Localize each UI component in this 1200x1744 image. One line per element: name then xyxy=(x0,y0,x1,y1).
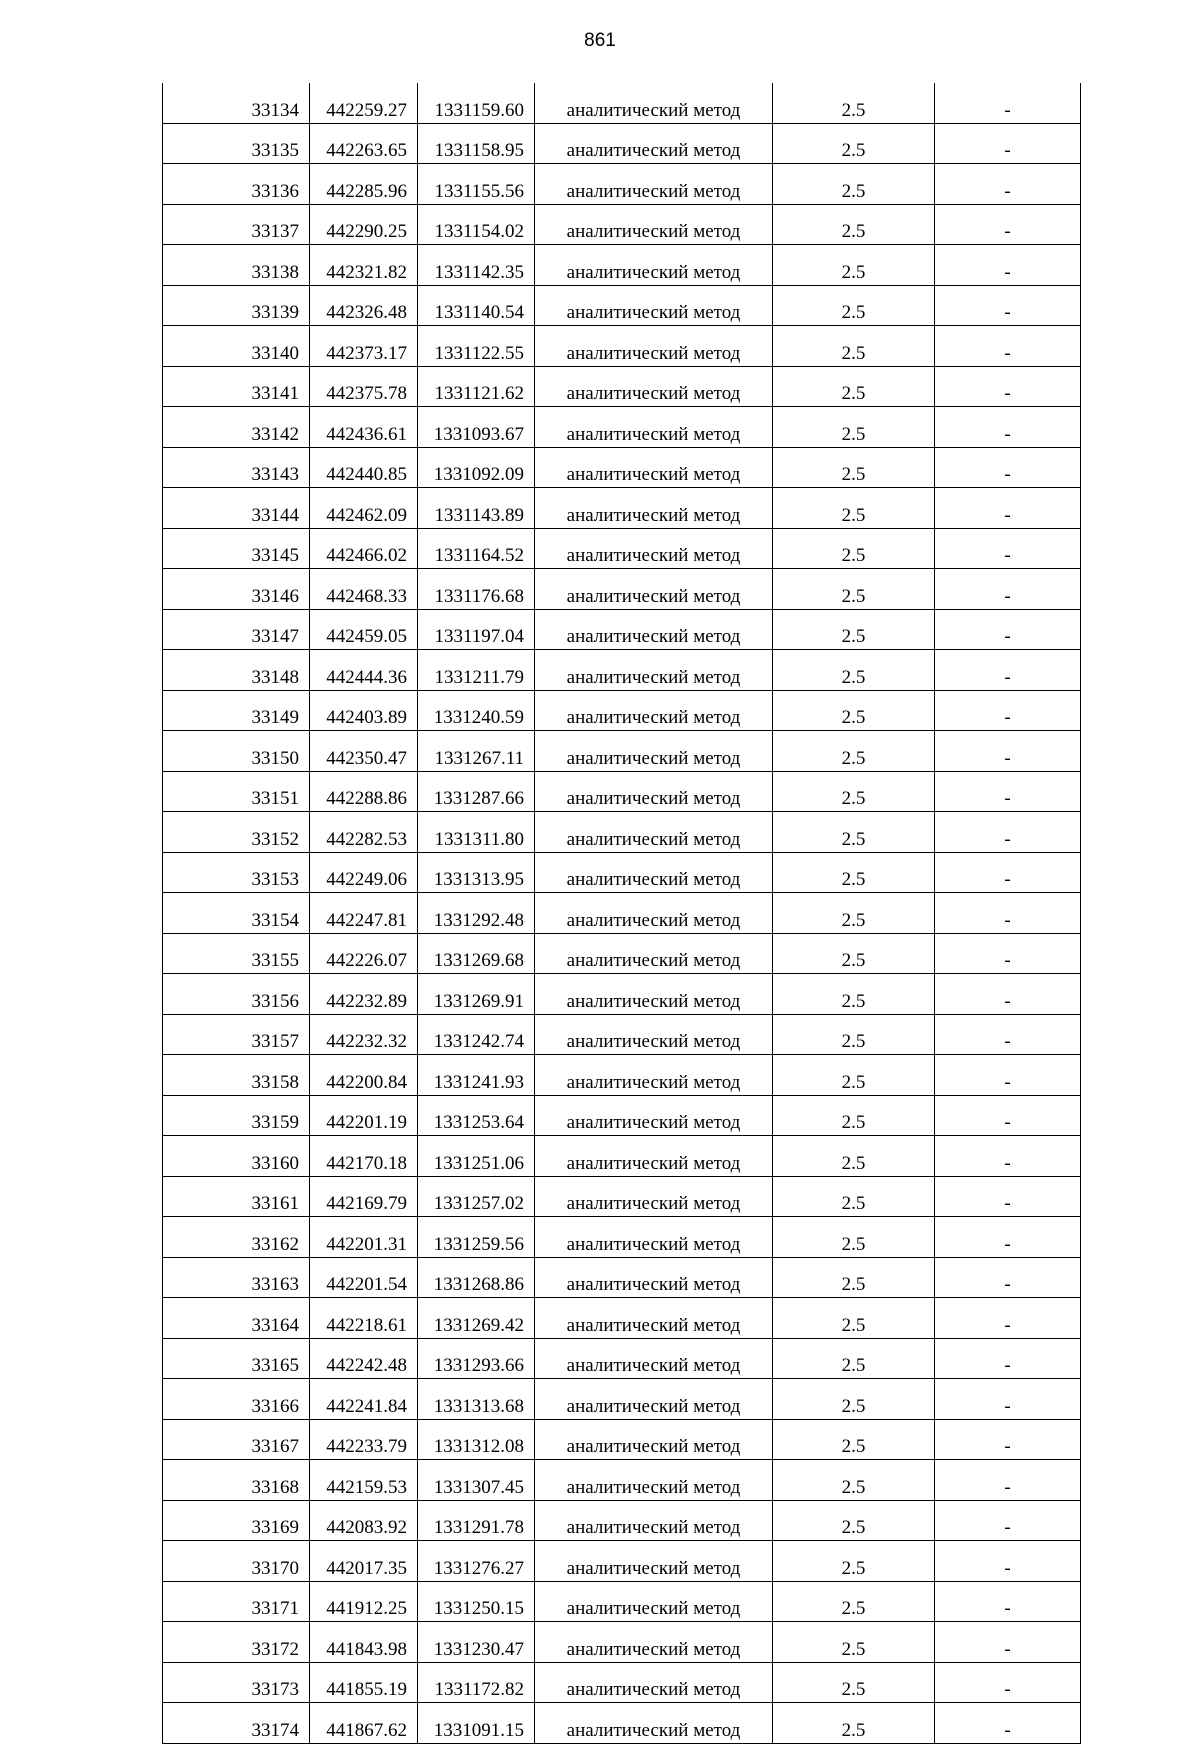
x-coordinate-cell: 442249.06 xyxy=(310,852,418,893)
x-coordinate-cell: 442462.09 xyxy=(310,488,418,529)
accuracy-cell: 2.5 xyxy=(773,650,935,691)
note-cell: - xyxy=(935,852,1081,893)
method-cell: аналитический метод xyxy=(535,1095,773,1136)
accuracy-cell: 2.5 xyxy=(773,609,935,650)
note-cell: - xyxy=(935,164,1081,205)
table-row xyxy=(163,1581,1081,1622)
table-row xyxy=(163,731,1081,772)
point-number-cell: 33150 xyxy=(163,731,310,772)
x-coordinate-cell: 442444.36 xyxy=(310,650,418,691)
table-row xyxy=(163,1379,1081,1420)
x-coordinate-cell: 442375.78 xyxy=(310,366,418,407)
y-coordinate-cell: 1331091.15 xyxy=(418,1703,535,1744)
table-row xyxy=(163,1703,1081,1744)
y-coordinate-cell: 1331230.47 xyxy=(418,1622,535,1663)
x-coordinate-cell: 442201.54 xyxy=(310,1257,418,1298)
accuracy-cell: 2.5 xyxy=(773,974,935,1015)
note-cell: - xyxy=(935,690,1081,731)
y-coordinate-cell: 1331267.11 xyxy=(418,731,535,772)
x-coordinate-cell: 442159.53 xyxy=(310,1460,418,1501)
point-number-cell: 33174 xyxy=(163,1703,310,1744)
y-coordinate-cell: 1331092.09 xyxy=(418,447,535,488)
method-cell: аналитический метод xyxy=(535,245,773,286)
accuracy-cell: 2.5 xyxy=(773,1379,935,1420)
y-coordinate-cell: 1331313.95 xyxy=(418,852,535,893)
y-coordinate-cell: 1331287.66 xyxy=(418,771,535,812)
note-cell: - xyxy=(935,1581,1081,1622)
accuracy-cell: 2.5 xyxy=(773,1136,935,1177)
note-cell: - xyxy=(935,528,1081,569)
x-coordinate-cell: 442017.35 xyxy=(310,1541,418,1582)
accuracy-cell: 2.5 xyxy=(773,123,935,164)
accuracy-cell: 2.5 xyxy=(773,1419,935,1460)
accuracy-cell: 2.5 xyxy=(773,366,935,407)
y-coordinate-cell: 1331211.79 xyxy=(418,650,535,691)
note-cell: - xyxy=(935,366,1081,407)
y-coordinate-cell: 1331293.66 xyxy=(418,1338,535,1379)
y-coordinate-cell: 1331158.95 xyxy=(418,123,535,164)
x-coordinate-cell: 442288.86 xyxy=(310,771,418,812)
x-coordinate-cell: 442170.18 xyxy=(310,1136,418,1177)
point-number-cell: 33168 xyxy=(163,1460,310,1501)
table-row xyxy=(163,933,1081,974)
table-row xyxy=(163,893,1081,934)
table-row xyxy=(163,1541,1081,1582)
y-coordinate-cell: 1331121.62 xyxy=(418,366,535,407)
y-coordinate-cell: 1331276.27 xyxy=(418,1541,535,1582)
method-cell: аналитический метод xyxy=(535,1014,773,1055)
note-cell: - xyxy=(935,569,1081,610)
y-coordinate-cell: 1331259.56 xyxy=(418,1217,535,1258)
method-cell: аналитический метод xyxy=(535,1541,773,1582)
y-coordinate-cell: 1331240.59 xyxy=(418,690,535,731)
note-cell: - xyxy=(935,1014,1081,1055)
accuracy-cell: 2.5 xyxy=(773,83,935,123)
method-cell: аналитический метод xyxy=(535,650,773,691)
point-number-cell: 33140 xyxy=(163,326,310,367)
note-cell: - xyxy=(935,326,1081,367)
y-coordinate-cell: 1331311.80 xyxy=(418,812,535,853)
method-cell: аналитический метод xyxy=(535,609,773,650)
accuracy-cell: 2.5 xyxy=(773,1176,935,1217)
table-row xyxy=(163,974,1081,1015)
y-coordinate-cell: 1331164.52 xyxy=(418,528,535,569)
accuracy-cell: 2.5 xyxy=(773,893,935,934)
point-number-cell: 33159 xyxy=(163,1095,310,1136)
y-coordinate-cell: 1331250.15 xyxy=(418,1581,535,1622)
accuracy-cell: 2.5 xyxy=(773,1298,935,1339)
point-number-cell: 33144 xyxy=(163,488,310,529)
point-number-cell: 33164 xyxy=(163,1298,310,1339)
point-number-cell: 33139 xyxy=(163,285,310,326)
x-coordinate-cell: 442282.53 xyxy=(310,812,418,853)
x-coordinate-cell: 442169.79 xyxy=(310,1176,418,1217)
x-coordinate-cell: 442403.89 xyxy=(310,690,418,731)
note-cell: - xyxy=(935,609,1081,650)
table-row xyxy=(163,1176,1081,1217)
y-coordinate-cell: 1331312.08 xyxy=(418,1419,535,1460)
table-row xyxy=(163,1298,1081,1339)
accuracy-cell: 2.5 xyxy=(773,731,935,772)
note-cell: - xyxy=(935,731,1081,772)
accuracy-cell: 2.5 xyxy=(773,1338,935,1379)
accuracy-cell: 2.5 xyxy=(773,1095,935,1136)
table-row xyxy=(163,1014,1081,1055)
method-cell: аналитический метод xyxy=(535,1338,773,1379)
x-coordinate-cell: 442083.92 xyxy=(310,1500,418,1541)
table-row xyxy=(163,326,1081,367)
y-coordinate-cell: 1331251.06 xyxy=(418,1136,535,1177)
table-row xyxy=(163,407,1081,448)
point-number-cell: 33160 xyxy=(163,1136,310,1177)
method-cell: аналитический метод xyxy=(535,1581,773,1622)
note-cell: - xyxy=(935,1541,1081,1582)
note-cell: - xyxy=(935,650,1081,691)
point-number-cell: 33171 xyxy=(163,1581,310,1622)
point-number-cell: 33170 xyxy=(163,1541,310,1582)
point-number-cell: 33157 xyxy=(163,1014,310,1055)
method-cell: аналитический метод xyxy=(535,407,773,448)
note-cell: - xyxy=(935,488,1081,529)
x-coordinate-cell: 442466.02 xyxy=(310,528,418,569)
x-coordinate-cell: 442263.65 xyxy=(310,123,418,164)
x-coordinate-cell: 442232.89 xyxy=(310,974,418,1015)
x-coordinate-cell: 442326.48 xyxy=(310,285,418,326)
x-coordinate-cell: 442285.96 xyxy=(310,164,418,205)
note-cell: - xyxy=(935,1257,1081,1298)
method-cell: аналитический метод xyxy=(535,1419,773,1460)
y-coordinate-cell: 1331242.74 xyxy=(418,1014,535,1055)
x-coordinate-cell: 442247.81 xyxy=(310,893,418,934)
note-cell: - xyxy=(935,407,1081,448)
x-coordinate-cell: 442459.05 xyxy=(310,609,418,650)
table-row xyxy=(163,204,1081,245)
method-cell: аналитический метод xyxy=(535,488,773,529)
method-cell: аналитический метод xyxy=(535,569,773,610)
table-row xyxy=(163,488,1081,529)
note-cell: - xyxy=(935,1379,1081,1420)
y-coordinate-cell: 1331093.67 xyxy=(418,407,535,448)
note-cell: - xyxy=(935,1703,1081,1744)
point-number-cell: 33153 xyxy=(163,852,310,893)
note-cell: - xyxy=(935,1136,1081,1177)
accuracy-cell: 2.5 xyxy=(773,933,935,974)
point-number-cell: 33156 xyxy=(163,974,310,1015)
method-cell: аналитический метод xyxy=(535,447,773,488)
note-cell: - xyxy=(935,1460,1081,1501)
page-number: 861 xyxy=(584,30,616,51)
table-row xyxy=(163,245,1081,286)
accuracy-cell: 2.5 xyxy=(773,1703,935,1744)
table-row xyxy=(163,1622,1081,1663)
point-number-cell: 33146 xyxy=(163,569,310,610)
table-row xyxy=(163,771,1081,812)
point-number-cell: 33172 xyxy=(163,1622,310,1663)
method-cell: аналитический метод xyxy=(535,933,773,974)
y-coordinate-cell: 1331269.91 xyxy=(418,974,535,1015)
method-cell: аналитический метод xyxy=(535,1460,773,1501)
accuracy-cell: 2.5 xyxy=(773,1500,935,1541)
x-coordinate-cell: 442242.48 xyxy=(310,1338,418,1379)
table-row xyxy=(163,83,1081,123)
method-cell: аналитический метод xyxy=(535,1662,773,1703)
note-cell: - xyxy=(935,893,1081,934)
method-cell: аналитический метод xyxy=(535,528,773,569)
y-coordinate-cell: 1331140.54 xyxy=(418,285,535,326)
x-coordinate-cell: 442201.19 xyxy=(310,1095,418,1136)
y-coordinate-cell: 1331159.60 xyxy=(418,83,535,123)
y-coordinate-cell: 1331197.04 xyxy=(418,609,535,650)
point-number-cell: 33173 xyxy=(163,1662,310,1703)
method-cell: аналитический метод xyxy=(535,731,773,772)
table-row xyxy=(163,1419,1081,1460)
note-cell: - xyxy=(935,1217,1081,1258)
x-coordinate-cell: 442373.17 xyxy=(310,326,418,367)
accuracy-cell: 2.5 xyxy=(773,326,935,367)
accuracy-cell: 2.5 xyxy=(773,771,935,812)
accuracy-cell: 2.5 xyxy=(773,1662,935,1703)
note-cell: - xyxy=(935,245,1081,286)
accuracy-cell: 2.5 xyxy=(773,1581,935,1622)
method-cell: аналитический метод xyxy=(535,366,773,407)
y-coordinate-cell: 1331155.56 xyxy=(418,164,535,205)
method-cell: аналитический метод xyxy=(535,812,773,853)
method-cell: аналитический метод xyxy=(535,1500,773,1541)
y-coordinate-cell: 1331291.78 xyxy=(418,1500,535,1541)
y-coordinate-cell: 1331253.64 xyxy=(418,1095,535,1136)
note-cell: - xyxy=(935,812,1081,853)
x-coordinate-cell: 442259.27 xyxy=(310,83,418,123)
note-cell: - xyxy=(935,1500,1081,1541)
accuracy-cell: 2.5 xyxy=(773,407,935,448)
table-row xyxy=(163,569,1081,610)
x-coordinate-cell: 442200.84 xyxy=(310,1055,418,1096)
x-coordinate-cell: 441912.25 xyxy=(310,1581,418,1622)
accuracy-cell: 2.5 xyxy=(773,852,935,893)
x-coordinate-cell: 442350.47 xyxy=(310,731,418,772)
table-row xyxy=(163,650,1081,691)
point-number-cell: 33166 xyxy=(163,1379,310,1420)
point-number-cell: 33154 xyxy=(163,893,310,934)
x-coordinate-cell: 441843.98 xyxy=(310,1622,418,1663)
point-number-cell: 33148 xyxy=(163,650,310,691)
y-coordinate-cell: 1331313.68 xyxy=(418,1379,535,1420)
point-number-cell: 33137 xyxy=(163,204,310,245)
x-coordinate-cell: 442321.82 xyxy=(310,245,418,286)
table-row xyxy=(163,812,1081,853)
note-cell: - xyxy=(935,83,1081,123)
y-coordinate-cell: 1331269.68 xyxy=(418,933,535,974)
point-number-cell: 33158 xyxy=(163,1055,310,1096)
accuracy-cell: 2.5 xyxy=(773,812,935,853)
y-coordinate-cell: 1331241.93 xyxy=(418,1055,535,1096)
method-cell: аналитический метод xyxy=(535,1055,773,1096)
method-cell: аналитический метод xyxy=(535,974,773,1015)
method-cell: аналитический метод xyxy=(535,83,773,123)
method-cell: аналитический метод xyxy=(535,690,773,731)
x-coordinate-cell: 442218.61 xyxy=(310,1298,418,1339)
point-number-cell: 33135 xyxy=(163,123,310,164)
y-coordinate-cell: 1331143.89 xyxy=(418,488,535,529)
point-number-cell: 33147 xyxy=(163,609,310,650)
y-coordinate-cell: 1331257.02 xyxy=(418,1176,535,1217)
accuracy-cell: 2.5 xyxy=(773,488,935,529)
note-cell: - xyxy=(935,1095,1081,1136)
note-cell: - xyxy=(935,1176,1081,1217)
point-number-cell: 33151 xyxy=(163,771,310,812)
table-row xyxy=(163,366,1081,407)
x-coordinate-cell: 442233.79 xyxy=(310,1419,418,1460)
y-coordinate-cell: 1331154.02 xyxy=(418,204,535,245)
method-cell: аналитический метод xyxy=(535,852,773,893)
note-cell: - xyxy=(935,204,1081,245)
note-cell: - xyxy=(935,1662,1081,1703)
accuracy-cell: 2.5 xyxy=(773,285,935,326)
accuracy-cell: 2.5 xyxy=(773,164,935,205)
note-cell: - xyxy=(935,447,1081,488)
y-coordinate-cell: 1331176.68 xyxy=(418,569,535,610)
accuracy-cell: 2.5 xyxy=(773,245,935,286)
note-cell: - xyxy=(935,771,1081,812)
method-cell: аналитический метод xyxy=(535,204,773,245)
method-cell: аналитический метод xyxy=(535,1136,773,1177)
point-number-cell: 33169 xyxy=(163,1500,310,1541)
table-row xyxy=(163,1055,1081,1096)
point-number-cell: 33145 xyxy=(163,528,310,569)
point-number-cell: 33136 xyxy=(163,164,310,205)
note-cell: - xyxy=(935,974,1081,1015)
y-coordinate-cell: 1331172.82 xyxy=(418,1662,535,1703)
method-cell: аналитический метод xyxy=(535,1217,773,1258)
point-number-cell: 33138 xyxy=(163,245,310,286)
note-cell: - xyxy=(935,123,1081,164)
y-coordinate-cell: 1331268.86 xyxy=(418,1257,535,1298)
accuracy-cell: 2.5 xyxy=(773,1257,935,1298)
note-cell: - xyxy=(935,1298,1081,1339)
x-coordinate-cell: 442436.61 xyxy=(310,407,418,448)
point-number-cell: 33162 xyxy=(163,1217,310,1258)
accuracy-cell: 2.5 xyxy=(773,1460,935,1501)
accuracy-cell: 2.5 xyxy=(773,1055,935,1096)
method-cell: аналитический метод xyxy=(535,1298,773,1339)
method-cell: аналитический метод xyxy=(535,1379,773,1420)
table-row xyxy=(163,528,1081,569)
table-row xyxy=(163,1662,1081,1703)
table-row xyxy=(163,447,1081,488)
table-row xyxy=(163,123,1081,164)
accuracy-cell: 2.5 xyxy=(773,528,935,569)
x-coordinate-cell: 442226.07 xyxy=(310,933,418,974)
x-coordinate-cell: 442290.25 xyxy=(310,204,418,245)
y-coordinate-cell: 1331292.48 xyxy=(418,893,535,934)
note-cell: - xyxy=(935,1419,1081,1460)
method-cell: аналитический метод xyxy=(535,326,773,367)
x-coordinate-cell: 441855.19 xyxy=(310,1662,418,1703)
table-row xyxy=(163,1136,1081,1177)
note-cell: - xyxy=(935,1055,1081,1096)
accuracy-cell: 2.5 xyxy=(773,569,935,610)
table-row xyxy=(163,285,1081,326)
table-row xyxy=(163,1217,1081,1258)
y-coordinate-cell: 1331122.55 xyxy=(418,326,535,367)
x-coordinate-cell: 442201.31 xyxy=(310,1217,418,1258)
point-number-cell: 33152 xyxy=(163,812,310,853)
table-row xyxy=(163,1500,1081,1541)
method-cell: аналитический метод xyxy=(535,164,773,205)
point-number-cell: 33143 xyxy=(163,447,310,488)
method-cell: аналитический метод xyxy=(535,1176,773,1217)
x-coordinate-cell: 441867.62 xyxy=(310,1703,418,1744)
table-row xyxy=(163,164,1081,205)
method-cell: аналитический метод xyxy=(535,771,773,812)
method-cell: аналитический метод xyxy=(535,285,773,326)
x-coordinate-cell: 442440.85 xyxy=(310,447,418,488)
accuracy-cell: 2.5 xyxy=(773,690,935,731)
note-cell: - xyxy=(935,933,1081,974)
point-number-cell: 33134 xyxy=(163,83,310,123)
point-number-cell: 33149 xyxy=(163,690,310,731)
accuracy-cell: 2.5 xyxy=(773,1217,935,1258)
table-row xyxy=(163,1460,1081,1501)
x-coordinate-cell: 442468.33 xyxy=(310,569,418,610)
accuracy-cell: 2.5 xyxy=(773,204,935,245)
y-coordinate-cell: 1331307.45 xyxy=(418,1460,535,1501)
accuracy-cell: 2.5 xyxy=(773,1622,935,1663)
method-cell: аналитический метод xyxy=(535,893,773,934)
table-row xyxy=(163,1257,1081,1298)
note-cell: - xyxy=(935,285,1081,326)
accuracy-cell: 2.5 xyxy=(773,447,935,488)
accuracy-cell: 2.5 xyxy=(773,1541,935,1582)
method-cell: аналитический метод xyxy=(535,123,773,164)
table-row xyxy=(163,1338,1081,1379)
point-number-cell: 33142 xyxy=(163,407,310,448)
table-row xyxy=(163,852,1081,893)
table-row xyxy=(163,1095,1081,1136)
table-row xyxy=(163,609,1081,650)
point-number-cell: 33167 xyxy=(163,1419,310,1460)
coordinates-table-body xyxy=(163,83,1081,1743)
method-cell: аналитический метод xyxy=(535,1622,773,1663)
accuracy-cell: 2.5 xyxy=(773,1014,935,1055)
y-coordinate-cell: 1331142.35 xyxy=(418,245,535,286)
table-row xyxy=(163,690,1081,731)
point-number-cell: 33155 xyxy=(163,933,310,974)
point-number-cell: 33161 xyxy=(163,1176,310,1217)
point-number-cell: 33165 xyxy=(163,1338,310,1379)
coordinates-table xyxy=(162,83,1081,1744)
method-cell: аналитический метод xyxy=(535,1257,773,1298)
method-cell: аналитический метод xyxy=(535,1703,773,1744)
note-cell: - xyxy=(935,1622,1081,1663)
point-number-cell: 33141 xyxy=(163,366,310,407)
note-cell: - xyxy=(935,1338,1081,1379)
x-coordinate-cell: 442241.84 xyxy=(310,1379,418,1420)
y-coordinate-cell: 1331269.42 xyxy=(418,1298,535,1339)
x-coordinate-cell: 442232.32 xyxy=(310,1014,418,1055)
point-number-cell: 33163 xyxy=(163,1257,310,1298)
